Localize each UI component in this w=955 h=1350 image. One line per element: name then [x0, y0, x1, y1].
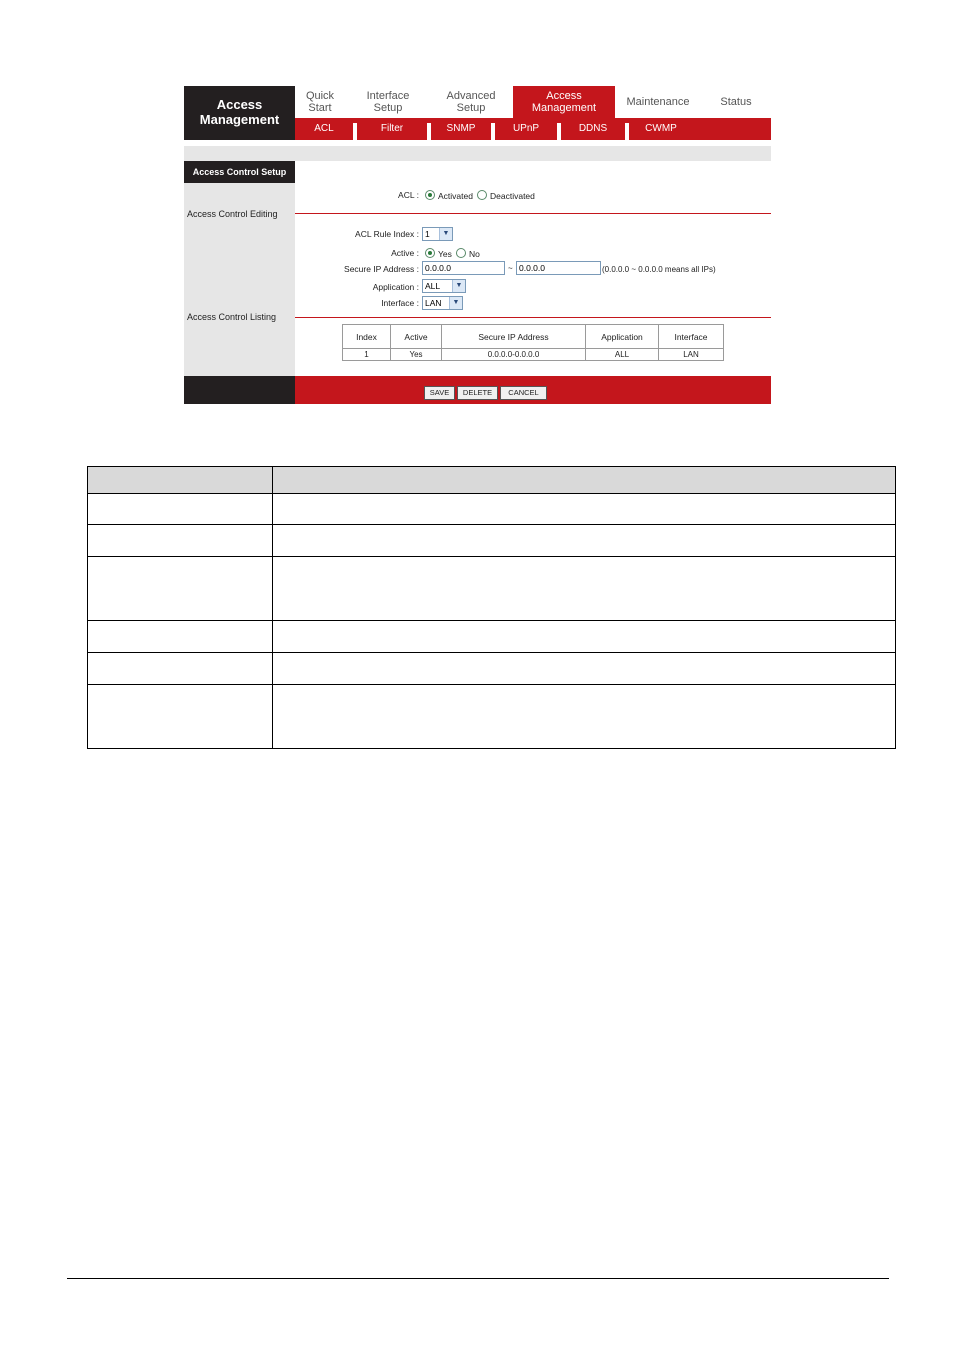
column-header: Index: [343, 325, 391, 349]
table-cell: [88, 525, 273, 557]
rule-index-label: ACL Rule Index :: [355, 229, 419, 239]
column-header: [88, 467, 273, 494]
acl-deactivated-label: Deactivated: [490, 191, 535, 201]
subtab-snmp[interactable]: SNMP: [446, 123, 476, 134]
page-footer-rule: [67, 1278, 889, 1279]
ip-range-separator: ~: [508, 264, 513, 273]
table-cell: [88, 685, 273, 749]
tab-maintenance[interactable]: Maintenance: [626, 96, 690, 108]
application-value: ALL: [425, 281, 441, 291]
column-header: Active: [391, 325, 442, 349]
table-row: [88, 494, 896, 525]
table-header-row: [343, 325, 724, 349]
router-ui-screenshot: [184, 86, 771, 404]
column-header: Application: [586, 325, 659, 349]
interface-select[interactable]: [422, 296, 463, 310]
subtab-ddns[interactable]: DDNS: [578, 123, 608, 134]
table-row: [88, 685, 896, 749]
description-table: [87, 466, 896, 749]
table-row: [88, 557, 896, 621]
ip-start-input[interactable]: [422, 261, 505, 275]
acl-activated-radio[interactable]: [425, 190, 435, 200]
grey-separator-bar: [184, 146, 771, 161]
active-label: Active :: [391, 248, 419, 258]
chevron-down-icon: ▼: [439, 228, 452, 240]
ip-end-input[interactable]: [516, 261, 601, 275]
top-nav: [295, 86, 771, 118]
sub-nav: [295, 118, 771, 140]
table-cell: [273, 494, 896, 525]
table-cell: [273, 685, 896, 749]
sidebar-label-editing: Access Control Editing: [187, 209, 278, 219]
table-row: [88, 621, 896, 653]
application-label: Application :: [372, 282, 419, 292]
brand-line-2: Management: [199, 112, 280, 127]
active-yes-radio[interactable]: [425, 248, 435, 258]
save-button[interactable]: SAVE: [424, 386, 455, 400]
column-header: Secure IP Address: [442, 325, 586, 349]
acl-listing-table: [342, 324, 724, 361]
table-cell: [273, 621, 896, 653]
sidebar-heading: Access Control Setup: [184, 161, 295, 183]
acl-activated-label: Activated: [438, 191, 473, 201]
active-no-label: No: [469, 249, 480, 259]
subtab-upnp[interactable]: UPnP: [512, 123, 540, 134]
section-divider: [295, 213, 771, 214]
application-select[interactable]: [422, 279, 466, 293]
table-row: [88, 653, 896, 685]
table-cell: [88, 653, 273, 685]
table-cell: 1: [343, 349, 391, 361]
rule-index-value: 1: [425, 229, 430, 239]
column-header: [273, 467, 896, 494]
rule-index-select[interactable]: [422, 227, 453, 241]
table-cell: [88, 621, 273, 653]
table-row: [88, 525, 896, 557]
brand-line-1: Access: [216, 97, 263, 112]
secure-ip-label: Secure IP Address :: [344, 264, 419, 274]
ip-range-hint: (0.0.0.0 ~ 0.0.0.0 means all IPs): [602, 265, 716, 274]
brand-logo: [184, 86, 295, 140]
active-no-radio[interactable]: [456, 248, 466, 258]
tab-quick-start[interactable]: Quick Start: [305, 90, 335, 114]
delete-button[interactable]: DELETE: [457, 386, 498, 400]
table-header-row: [88, 467, 896, 494]
table-cell: Yes: [391, 349, 442, 361]
table-cell: [88, 557, 273, 621]
tab-access-management[interactable]: Access Management: [513, 86, 615, 118]
subtab-filter[interactable]: Filter: [380, 123, 404, 134]
table-cell: LAN: [659, 349, 724, 361]
table-cell: [273, 653, 896, 685]
tab-advanced-setup[interactable]: Advanced Setup: [446, 90, 496, 114]
table-row: [343, 349, 724, 361]
cancel-button[interactable]: CANCEL: [500, 386, 547, 400]
interface-label: Interface :: [381, 298, 419, 308]
subtab-acl[interactable]: ACL: [314, 123, 334, 134]
section-divider: [295, 317, 771, 318]
tab-interface-setup[interactable]: Interface Setup: [366, 90, 410, 114]
chevron-down-icon: ▼: [452, 280, 465, 292]
chevron-down-icon: ▼: [449, 297, 462, 309]
footer-left: [184, 376, 295, 404]
acl-deactivated-radio[interactable]: [477, 190, 487, 200]
table-cell: ALL: [586, 349, 659, 361]
subtab-cwmp[interactable]: CWMP: [645, 123, 677, 134]
active-yes-label: Yes: [438, 249, 452, 259]
column-header: Interface: [659, 325, 724, 349]
tab-status[interactable]: Status: [720, 96, 752, 108]
table-cell: [273, 557, 896, 621]
sidebar-label-listing: Access Control Listing: [187, 312, 277, 322]
interface-value: LAN: [425, 298, 442, 308]
sidebar: [184, 161, 295, 376]
table-cell: 0.0.0.0-0.0.0.0: [442, 349, 586, 361]
table-cell: [273, 525, 896, 557]
acl-label: ACL :: [398, 190, 419, 200]
table-cell: [88, 494, 273, 525]
